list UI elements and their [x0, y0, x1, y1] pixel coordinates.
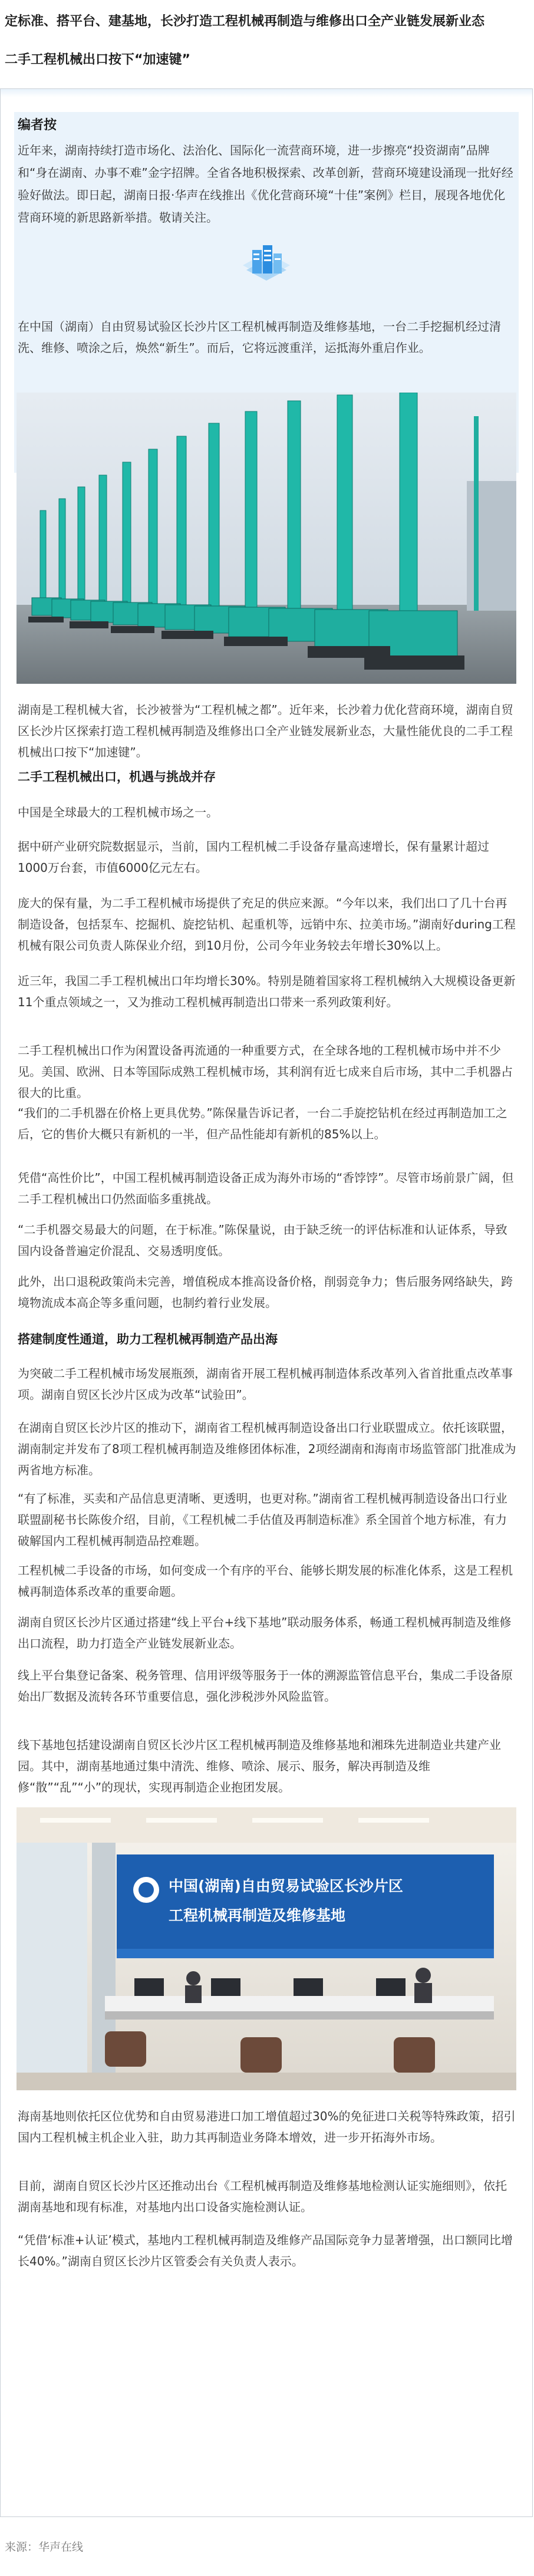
- section2-paragraph-4: 工程机械二手设备的市场，如何变成一个有序的平台、能够长期发展的标准化体系，这是工程机械再制造体系改革的重要命题。: [18, 1563, 513, 1599]
- article-source: 来源：华声在线: [5, 2541, 84, 2554]
- remanufacturing-base-photo: [17, 1807, 516, 2090]
- base-sign-text-line1: 中国(湖南)自由贸易试验区长沙片区: [169, 1877, 403, 1895]
- paragraph-after-photo1: 湖南是工程机械大省，长沙被誉为“工程机械之都”。近年来，长沙着力优化营商环境，湖南自贸区长沙片区探索打造工程机械再制造及维修出口全产业链发展新业态，大量性能优良的二手工程机械出口按下“加速键”。: [18, 703, 513, 759]
- section2-paragraph-6: 线上平台集登记备案、税务管理、信用评级等服务于一体的溯源监管信息平台，集成二手设备原始出厂数据及流转各环节重要信息，强化涉税涉外风险监管。: [18, 1668, 513, 1704]
- closing-paragraph-3: “凭借‘标准+认证’模式，基地内工程机械再制造及维修产品国际竞争力显著增强，出口额同比增长40%。”湖南自贸区长沙片区管委会有关负责人表示。: [18, 2233, 513, 2268]
- section2-heading: 搭建制度性通道，助力工程机械再制造产品出海: [18, 1332, 278, 1346]
- section1-paragraph-8: “二手机器交易最大的问题，在于标准。”陈保量说，由于缺乏统一的评估标准和认证体系，导致国内设备普遍定价混乱、交易透明度低。: [18, 1223, 507, 1258]
- section1-paragraph-4: 近三年，我国二手工程机械出口年均增长30%。特别是随着国家将工程机械纳入大规模设备更新11个重点领域之一，又为推动工程机械再制造出口带来一系列政策利好。: [18, 974, 516, 1009]
- section2-paragraph-2: 在湖南自贸区长沙片区的推动下，湖南省工程机械再制造设备出口行业联盟成立。依托该联盟，湖南制定并发布了8项工程机械再制造及维修团体标准，2项经湖南和海南市场监管部门批准成为两省地方标准。: [18, 1421, 516, 1477]
- document-stack-icon: [236, 242, 297, 298]
- section1-heading: 二手工程机械出口，机遇与挑战并存: [18, 770, 216, 784]
- section2-paragraph-3: “有了标准，买卖和产品信息更清晰、更透明，也更对称。”湖南省工程机械再制造设备出口行业联盟副秘书长陈俊介绍，目前，《工程机械二手估值及再制造标准》系全国首个地方标准，有力破解国内工程机械再制造品控难题。: [18, 1491, 507, 1548]
- section1-paragraph-5: 二手工程机械出口作为闲置设备再流通的一种重要方式，在全球各地的工程机械市场中并不少见。美国、欧洲、日本等国际成熟工程机械市场，其利润有近七成来自后市场，其中二手机器占很大的比重。: [18, 1043, 513, 1100]
- section1-paragraph-6: “我们的二手机器在价格上更具优势。”陈保量告诉记者，一台二手旋挖钻机在经过再制造加工之后，它的售价大概只有新机的一半，但产品性能却有新机的85%以上。: [18, 1106, 507, 1141]
- closing-paragraph-1: 海南基地则依托区位优势和自由贸易港进口加工增值超过30%的免征进口关税等特殊政策，招引国内工程机械主机企业入驻，助力其再制造业务降本增效，进一步开拓海外市场。: [18, 2109, 516, 2145]
- section1-paragraph-3: 庞大的保有量，为二手工程机械市场提供了充足的供应来源。“今年以来，我们出口了几十台再制造设备，包括泵车、挖掘机、旋挖钻机、起重机等，远销中东、拉美市场。”湖南好during工程机械有限公司负责人陈保业介绍，到10月份，公司今年业务较去年增长30%以上。: [18, 896, 516, 953]
- editor-note-text: 近年来，湖南持续打造市场化、法治化、国际化一流营商环境，进一步擦亮“投资湖南”品牌和“身在湖南、办事不难”金字招牌。全省各地积极探索、改革创新，营商环境建设涌现一批好经验好做法。即日起，湖南日报·华声在线推出《优化营商环境“十佳”案例》栏目，展现各地优化营商环境的新思路新举措。敬请关注。: [18, 143, 513, 225]
- base-sign-text-line2: 工程机械再制造及维修基地: [169, 1907, 346, 1924]
- editor-note-heading: 编者按: [18, 118, 57, 133]
- article-title: 定标准、搭平台、建基地，长沙打造工程机械再制造与维修出口全产业链发展新业态: [5, 14, 485, 29]
- section1-paragraph-1: 中国是全球最大的工程机械市场之一。: [18, 805, 218, 819]
- section1-paragraph-7: 凭借“高性价比”，中国工程机械再制造设备正成为海外市场的“香饽饽”。尽管市场前景广阔，但二手工程机械出口仍然面临多重挑战。: [18, 1171, 514, 1206]
- section2-paragraph-1: 为突破二手工程机械市场发展瓶颈，湖南省开展工程机械再制造体系改革列入省首批重点改革事项。湖南自贸区长沙片区成为改革“试验田”。: [18, 1366, 513, 1402]
- closing-paragraph-2: 目前，湖南自贸区长沙片区还推动出台《工程机械再制造及维修基地检测认证实施细则》，依托湖南基地和现有标准，对基地内出口设备实施检测认证。: [18, 2179, 507, 2214]
- section2-paragraph-7: 线下基地包括建设湖南自贸区长沙片区工程机械再制造及维修基地和湘珠先进制造业共建产业园。其中，湖南基地通过集中清洗、维修、喷涂、展示、服务，解决再制造及维修“散”“乱”“小”的现状，实现再制造企业抱团发展。: [18, 1738, 501, 1794]
- section1-paragraph-2: 据中研产业研究院数据显示，当前，国内工程机械二手设备存量高速增长，保有量累计超过1000万台套，市值6000亿元左右。: [18, 839, 489, 875]
- rotary-drilling-rigs-photo: [17, 393, 516, 684]
- section1-paragraph-9: 此外，出口退税政策尚未完善，增值税成本推高设备价格，削弱竞争力；售后服务网络缺失，跨境物流成本高企等多重问题，也制约着行业发展。: [18, 1274, 513, 1310]
- section2-paragraph-5: 湖南自贸区长沙片区通过搭建“线上平台+线下基地”联动服务体系，畅通工程机械再制造及维修出口流程，助力打造全产业链发展新业态。: [18, 1615, 512, 1651]
- intro-paragraph: 在中国（湖南）自由贸易试验区长沙片区工程机械再制造及维修基地，一台二手挖掘机经过清洗、维修、喷涂之后，焕然“新生”。而后，它将远渡重洋，运抵海外重启作业。: [18, 319, 501, 355]
- article-subtitle: 二手工程机械出口按下“加速键”: [5, 52, 190, 68]
